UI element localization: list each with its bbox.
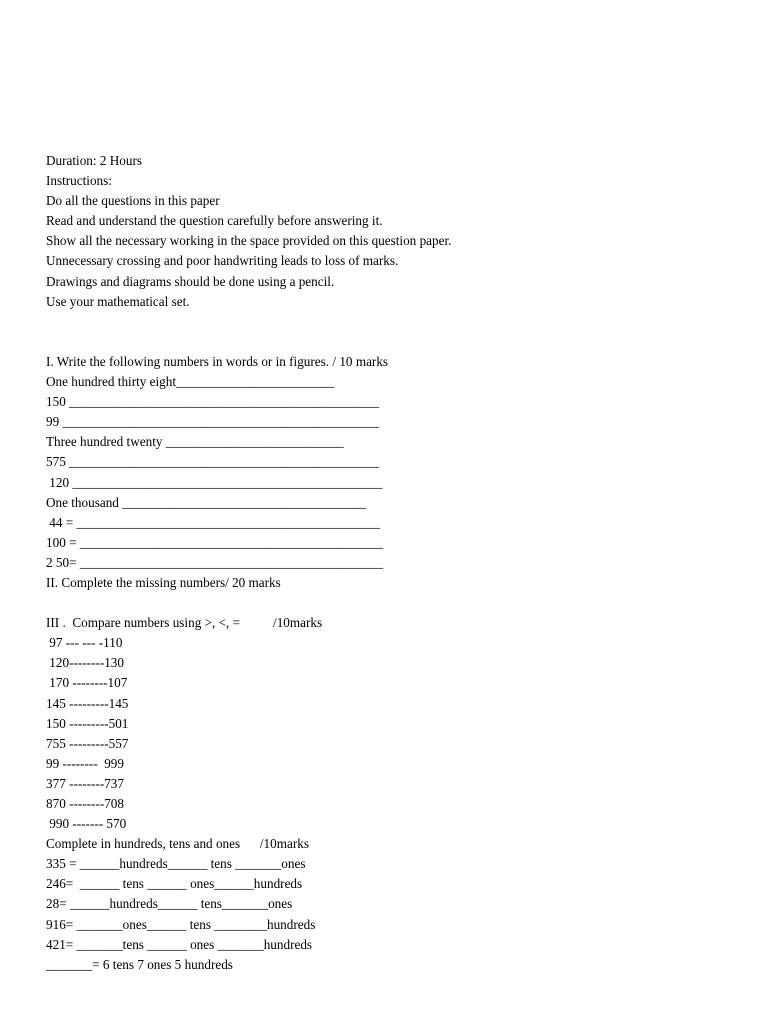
section-4-item: 335 = ______hundreds______ tens _______ones: [46, 856, 306, 872]
section-3-item: 990 ------- 570: [46, 816, 127, 832]
section-3-title: III . Compare numbers using >, <, = /10marks: [46, 615, 323, 631]
section-3-item: 97 --- --- -110: [46, 635, 123, 651]
section-4-item: 916= _______ones______ tens ________hundreds: [46, 916, 316, 932]
spacer: [46, 593, 758, 613]
section-1-item: One thousand _____________________________________: [46, 494, 367, 510]
instruction-item: Read and understand the question carefully before answering it.: [46, 213, 383, 229]
section-1-item: 575 _______________________________________________: [46, 454, 379, 470]
section-4-title: Complete in hundreds, tens and ones /10marks: [46, 836, 309, 852]
section-1-item: One hundred thirty eight________________________: [46, 374, 335, 390]
section-3-item: 150 ---------501: [46, 715, 129, 731]
section-1-item: 100 = ______________________________________________: [46, 534, 384, 550]
section-1-title: I. Write the following numbers in words or in figures. / 10 marks: [46, 353, 389, 369]
section-1-item: 2 50= ______________________________________________: [46, 554, 384, 570]
section-4-item: 28= ______hundreds______ tens_______ones: [46, 896, 293, 912]
instruction-item: Use your mathematical set.: [46, 293, 190, 309]
section-3-item: 145 ---------145: [46, 695, 129, 711]
section-3-item: 170 --------107: [46, 675, 128, 691]
exam-paper: [46, 151, 758, 975]
section-1-item: 44 = ______________________________________________: [46, 514, 380, 530]
spacer: [46, 312, 758, 352]
section-1-item: 99 ________________________________________________: [46, 414, 379, 430]
section-1-item: 120 _______________________________________________: [46, 474, 383, 490]
section-3-item: 120--------130: [46, 655, 124, 671]
instruction-item: Do all the questions in this paper: [46, 193, 220, 209]
section-4-item: _______= 6 tens 7 ones 5 hundreds: [46, 956, 233, 972]
section-3-item: 870 --------708: [46, 796, 124, 811]
section-3-item: 755 ---------557: [46, 735, 129, 751]
instruction-item: Unnecessary crossing and poor handwriting leads to loss of marks.: [46, 253, 399, 269]
section-1-item: 150 _______________________________________________: [46, 394, 379, 410]
instructions-heading: Instructions:: [46, 173, 112, 189]
section-3-item: 377 --------737: [46, 775, 124, 791]
section-4-item: 246= ______ tens ______ ones______hundreds: [46, 876, 303, 892]
instruction-item: Show all the necessary working in the space provided on this question paper.: [46, 233, 452, 249]
instruction-item: Drawings and diagrams should be done using a pencil.: [46, 273, 335, 289]
section-1-item: Three hundred twenty ___________________________: [46, 434, 344, 450]
section-4-item: 421= _______tens ______ ones _______hundreds: [46, 936, 313, 952]
section-2-title: II. Complete the missing numbers/ 20 marks: [46, 574, 281, 590]
duration-text: Duration: 2 Hours: [46, 153, 142, 168]
section-3-item: 99 -------- 999: [46, 755, 124, 771]
